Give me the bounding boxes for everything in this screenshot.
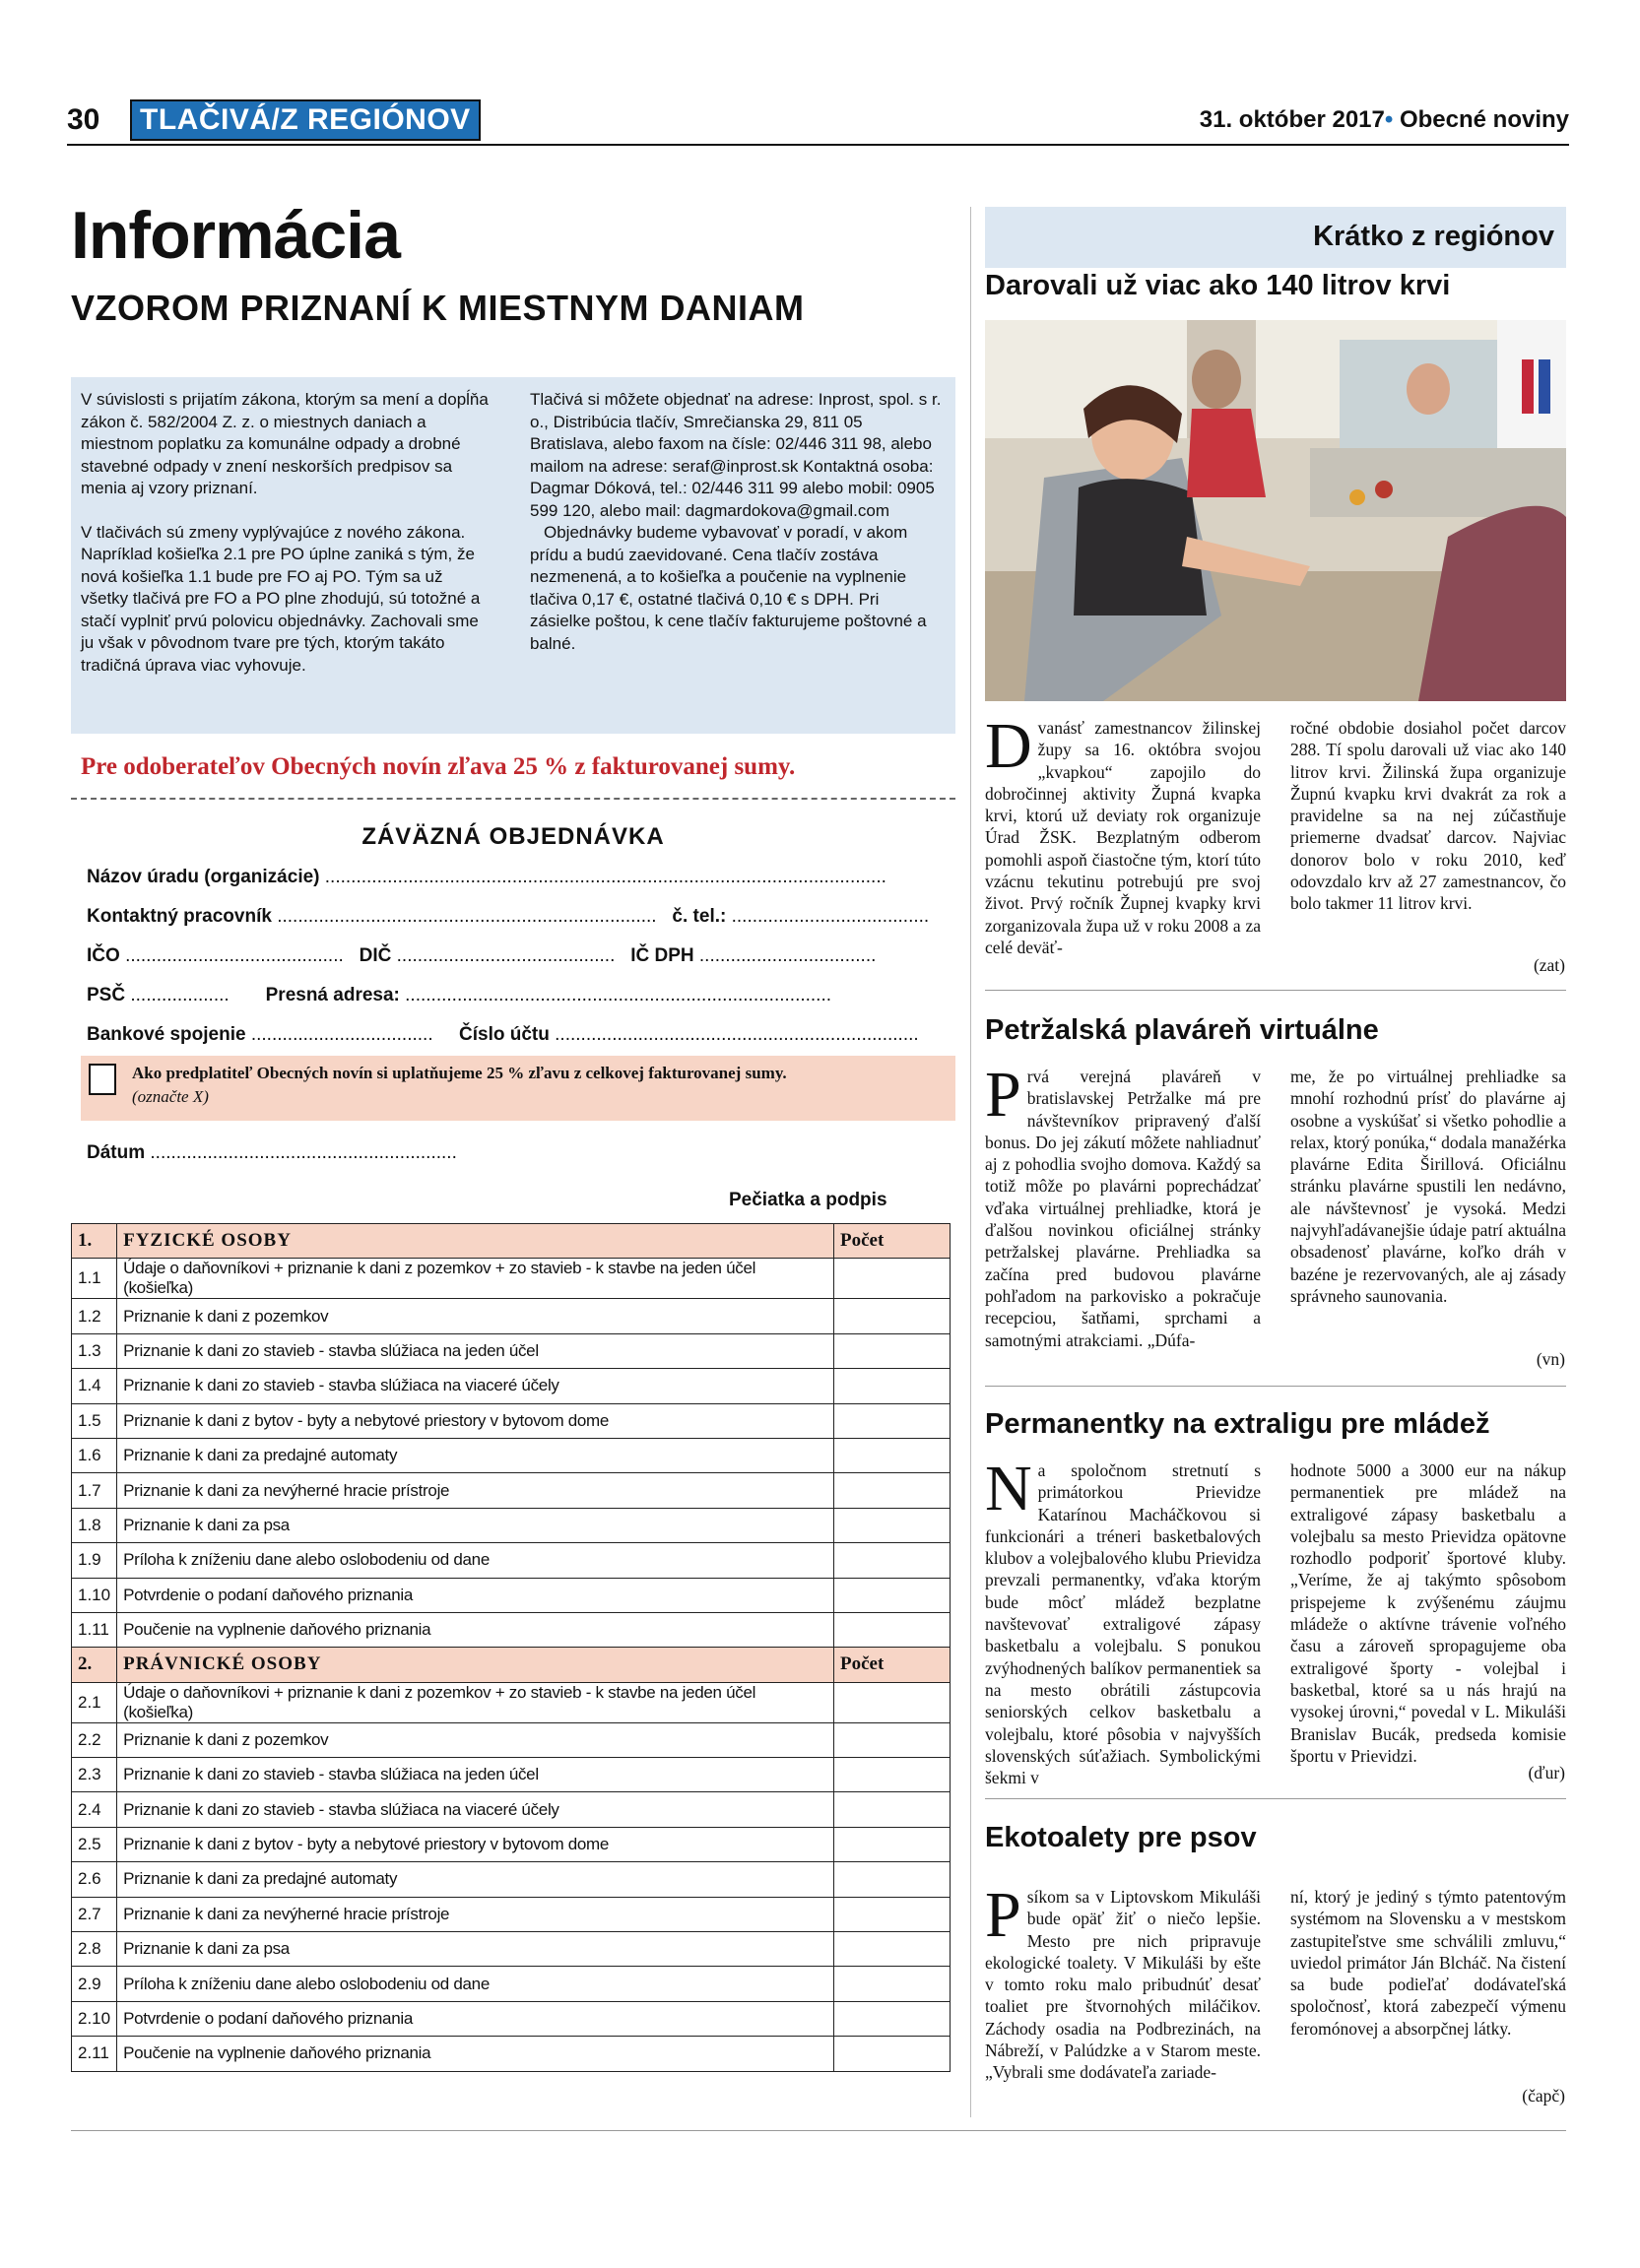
table-section-header [72,1648,951,1682]
blood-donation-photo [985,320,1566,701]
article-col-2: ní, ktorý je jediný s týmto patentovým systémom na Slovensku a v mestskom zastupiteľstve sme schválili zmluvu,“ uviedol primátor Ján Blcháč. Na čistení sa bude podieľať dodávateľská spoločnosť, ktorá zabezpečí výmenu feromónovej a absorpčnej látky. [1290,1887,1566,2039]
item-number: 1.10 [72,1578,117,1612]
count-input[interactable] [834,1897,951,1931]
article-headline: Permanentky na extraligu pre mládež [985,1408,1490,1440]
item-number: 2.5 [72,1827,117,1861]
item-number: 2.1 [72,1682,117,1722]
item-label: Priznanie k dani zo stavieb - stavba slúžiaca na jeden účel [117,1333,834,1368]
page-title: Informácia [71,198,400,273]
drop-cap: N [985,1453,1032,1524]
count-input[interactable] [834,1369,951,1403]
info-left-column [81,389,494,698]
checkbox-hint: (označte X) [132,1087,209,1106]
article-col-1 [985,710,1261,958]
item-label: Poučenie na vyplnenie daňového priznania [117,1612,834,1647]
article-divider [985,990,1566,991]
order-table [71,1223,951,2072]
count-input[interactable] [834,1333,951,1368]
table-row [72,1543,951,1578]
item-label: Priznanie k dani z pozemkov [117,1299,834,1333]
article-signature: (ďur) [1528,1763,1565,1782]
contact-field[interactable]: Kontaktný pracovník ......................................................................... č. tel.: ...................................... [87,906,930,927]
item-number: 2.9 [72,1967,117,2001]
account-label: Číslo účtu [459,1024,550,1045]
table-row [72,1722,951,1757]
item-number: 2.8 [72,1932,117,1967]
count-input[interactable] [834,2001,951,2036]
count-input[interactable] [834,1932,951,1967]
table-row [72,1862,951,1897]
office-label: Názov úradu (organizácie) [87,867,320,887]
item-label: Príloha k zníženiu dane alebo oslobodeniu od dane [117,1967,834,2001]
item-number: 1.9 [72,1543,117,1578]
item-label: Priznanie k dani za predajné automaty [117,1862,834,1897]
table-row [72,1473,951,1508]
page-subtitle: VZOROM PRIZNANÍ K MIESTNYM DANIAM [71,288,805,328]
count-input[interactable] [834,1403,951,1438]
item-number: 2.2 [72,1722,117,1757]
article-col-2: hodnote 5000 a 3000 eur na nákup permanentiek pre mládež na extraligové zápasy basketbalu a volejbalu sa mesto Prievidza opätovne rozhodlo podporiť športové kluby. „Veríme, že aj takýmto spôsobom prispejeme k zvýšenému záujmu mládeže o aktívne trávenie voľného času a zároveň spropagujeme oba extraligové športy - volejbal i basketbal, ktoré sa u nás hrajú na vysokej úrovni,“ povedal v L. Mikuláši Branislav Bucák, predseda komisie športu v Prievidzi. [1290,1460,1566,1766]
table-row [72,1333,951,1368]
ic-dph-label: IČ DPH [630,945,694,966]
item-label: Priznanie k dani z bytov - byty a nebytové priestory v bytovom dome [117,1827,834,1861]
table-row [72,1827,951,1861]
item-number: 1.7 [72,1473,117,1508]
checkbox-text: Ako predplatiteľ Obecných novín si uplatňujeme 25 % zľavu z celkovej fakturovanej sumy. [132,1064,787,1082]
item-label: Priznanie k dani zo stavieb - stavba slúžiaca na viaceré účely [117,1792,834,1827]
issue-date: 31. október 2017 [1199,106,1385,133]
item-number: 1.4 [72,1369,117,1403]
bank-field[interactable]: Bankové spojenie ................................... Číslo účtu ...................................................................... [87,1024,919,1045]
header-rule [67,144,1569,146]
bottom-rule [71,2130,1566,2131]
table-row [72,1758,951,1792]
article-headline: Petržalská plaváreň virtuálne [985,1014,1379,1046]
tax-ids-field[interactable]: IČO .......................................... DIČ .......................................... IČ DPH .................................. [87,945,877,966]
item-number: 1.6 [72,1438,117,1472]
count-input[interactable] [834,1578,951,1612]
article-divider [985,1386,1566,1387]
item-label: Priznanie k dani za psa [117,1932,834,1967]
sidebar-heading-box [985,207,1566,268]
table-row [72,1369,951,1403]
item-label: Priznanie k dani z pozemkov [117,1722,834,1757]
table-section-header [72,1224,951,1259]
stamp-label: Pečiatka a podpis [729,1190,887,1210]
table-row [72,1403,951,1438]
count-input[interactable] [834,1758,951,1792]
info-paragraph: Objednávky budeme vybavovať v poradí, v akom prídu a budú zaevidované. Cena tlačív zostáva nezmenená, a to košieľka a poučenie na vyplnenie tlačiva 0,17 €, ostatné tlačivá 0,10 € s DPH. Pri zásielke poštou, k cene tlačív fakturujeme poštovné a balné. [530,523,927,653]
sidebar-title: Krátko z regiónov [1313,221,1554,252]
count-input[interactable] [834,1508,951,1542]
item-label: Potvrdenie o podaní daňového priznania [117,2001,834,2036]
info-right-column [530,389,944,677]
item-label: Údaje o daňovníkovi + priznanie k dani z pozemkov + zo stavieb - k stavbe na jeden účel (košieľka) [117,1259,834,1299]
section-title: FYZICKÉ OSOBY [117,1224,834,1259]
item-label: Priznanie k dani za nevýherné hracie prístroje [117,1897,834,1931]
item-number: 1.3 [72,1333,117,1368]
info-paragraph: V tlačivách sú zmeny vyplývajúce z nového zákona. Napríklad košieľka 2.1 pre PO úplne zaniká s tým, že nová košieľka 1.1 bude pre FO aj PO. Tým sa už všetky tlačivá pre FO a PO plne zhodujú, sú totožné a stačí vyplniť prvú polovicu objednávky. Zachovali sme ju však v pôvodnom tvare pre tých, ktorým takáto tradičná úprava viac vyhovuje. [81,522,481,675]
phone-label: č. tel.: [672,906,727,927]
column-rule [970,207,971,2117]
article-divider [985,1798,1566,1799]
table-row [72,1967,951,2001]
count-input[interactable] [834,1682,951,1722]
table-row [72,1438,951,1472]
date-label: Dátum [87,1142,146,1163]
item-number: 2.6 [72,1862,117,1897]
table-row [72,1932,951,1967]
bank-label: Bankové spojenie [87,1024,246,1045]
article-col-1 [985,1059,1261,1351]
item-number: 2.3 [72,1758,117,1792]
count-input[interactable] [834,1612,951,1647]
table-row [72,1299,951,1333]
item-label: Priznanie k dani za psa [117,1508,834,1542]
address-field[interactable]: PSČ ................... Presná adresa: .................................................................................. [87,985,832,1005]
address-label: Presná adresa: [265,985,400,1005]
count-input[interactable] [834,1438,951,1472]
article-col-2: me, že po virtuálnej prehliadke sa mnohí rozhodnú prísť do plavárne aj osobne a vyskúšať si všetko pohodlie a relax, ktorý ponúka,“ dodala manažérka plavárne Edita Širillová. Oficiálnu stránku plavárne spustili len nedávno, ale návštevnosť je vysoká. Medzi najvyhľadávanejšie údaje patrí aktuálna obsadenosť plavárne, koľko dráh v bazéne je rezervovaných, ale aj zásady správneho saunovania. [1290,1067,1566,1306]
article-signature: (zat) [1533,955,1565,975]
count-header: Počet [834,1224,951,1259]
article-col-1 [985,1879,1261,2084]
count-input[interactable] [834,1722,951,1757]
office-field[interactable]: Názov úradu (organizácie) ............................................................................................................ [87,867,886,887]
count-input[interactable] [834,1827,951,1861]
count-input[interactable] [834,1473,951,1508]
discount-note: Pre odoberateľov Obecných novín zľava 25 % z fakturovanej sumy. [81,753,796,780]
table-row [72,1612,951,1647]
article-col-1 [985,1453,1261,1788]
item-label: Príloha k zníženiu dane alebo oslobodeniu od dane [117,1543,834,1578]
item-label: Priznanie k dani za predajné automaty [117,1438,834,1472]
drop-cap: P [985,1059,1021,1131]
count-input[interactable] [834,1967,951,2001]
section-label: TLAČIVÁ/Z REGIÓNOV [130,99,481,141]
item-number: 1.2 [72,1299,117,1333]
section-number: 1. [72,1224,117,1259]
item-label: Potvrdenie o podaní daňového priznania [117,1578,834,1612]
count-header: Počet [834,1648,951,1682]
publication-name: Obecné noviny [1399,106,1569,133]
article-text: rvá verejná plaváreň v bratislavskej Petržalke má pre návštevníkov pripravený ďalší bonus. Do jej zákutí môžete nahliadnuť aj z pohodlia svojho domova. Každý sa totiž môže po plavárni poprechádzať vďaka virtuálnej prehliadke, ktorá je ďalšou novinkou oficiálnej stránky petržalskej plavárne. Prehliadka sa začína pred budovou plavárne pohľadom na parkovisko a pokračuje recepciou, šatňami, sprchami a samotnými atrakciami. „Dúfa- [985,1067,1261,1350]
item-number: 2.4 [72,1792,117,1827]
article-col-2: ročné obdobie dosiahol počet darcov 288. Tí spolu darovali už viac ako 140 litrov krvi. Žilinská župa organizuje Župnú kvapku krvi dvakrát za rok a pravidelne sa na nej zúčastňuje priemerne dvadsať darcov. Najviac donorov bolo v roku 2010, keď odovzdalo krv až 27 zamestnancov, čo bolo takmer 11 litrov krvi. [1290,718,1566,914]
psc-label: PSČ [87,985,126,1005]
count-input[interactable] [834,1792,951,1827]
item-label: Údaje o daňovníkovi + priznanie k dani z pozemkov + zo stavieb - k stavbe na jeden účel (košieľka) [117,1682,834,1722]
discount-checkbox[interactable] [89,1064,116,1095]
article-text: vanásť zamestnancov žilinskej župy sa 16. októbra svojou „kvapkou“ zapojilo do dobročinnej aktivity Župná kvapka krvi, ktorú už deviaty rok organizuje Úrad ŽSK. Bezplatným odberom pomohli aspoň čiastočne tým, ktorí túto vzácnu tekutinu potrebujú pre svoj život. Prvý ročník Župnej kvapky krvi zorganizovala župa už v roku 2008 a za celé deväť- [985,718,1261,957]
table-row [72,1508,951,1542]
article-headline: Darovali už viac ako 140 litrov krvi [985,270,1451,301]
cut-line [71,798,955,800]
count-input[interactable] [834,1299,951,1333]
date-field[interactable]: Dátum ........................................................... [87,1142,457,1163]
order-form-title: ZÁVÄZNÁ OBJEDNÁVKA [361,823,665,850]
table-row [72,1792,951,1827]
item-label: Priznanie k dani za nevýherné hracie prístroje [117,1473,834,1508]
count-input[interactable] [834,1862,951,1897]
count-input[interactable] [834,2037,951,2071]
section-number: 2. [72,1648,117,1682]
count-input[interactable] [834,1259,951,1299]
table-row [72,1259,951,1299]
item-number: 2.10 [72,2001,117,2036]
item-label: Priznanie k dani zo stavieb - stavba slúžiaca na viaceré účely [117,1369,834,1403]
item-number: 1.5 [72,1403,117,1438]
dic-label: DIČ [359,945,392,966]
table-row [72,1578,951,1612]
item-label: Priznanie k dani z bytov - byty a nebytové priestory v bytovom dome [117,1403,834,1438]
article-signature: (čapč) [1522,2086,1565,2106]
item-label: Priznanie k dani zo stavieb - stavba slúžiaca na jeden účel [117,1758,834,1792]
page-number: 30 [67,103,100,136]
info-paragraph: V súvislosti s prijatím zákona, ktorým sa mení a dopĺňa zákon č. 582/2004 Z. z. o miestnych daniach a miestnom poplatku za komunálne odpady a drobné stavebné odpady v znení neskorších predpisov sa menia aj vzory priznaní. [81,390,489,497]
article-headline: Ekotoalety pre psov [985,1822,1257,1853]
discount-checkbox-row [81,1056,955,1121]
info-box [71,377,955,734]
item-number: 1.11 [72,1612,117,1647]
table-row [72,1682,951,1722]
article-text: síkom sa v Liptovskom Mikuláši bude opäť žiť o niečo lepšie. Mesto pre nich pripravuje ekologické toalety. V Mikuláši by ešte v tomto roku malo pribudnúť desať toaliet pre štvornohých miláčikov. Záchody osadia na Podbrezinách, na Nábreží, v Palúdzke a v Starom meste. „Vybrali sme dodávateľa zariade- [985,1887,1261,2083]
item-number: 2.7 [72,1897,117,1931]
table-row [72,2001,951,2036]
separator-dot: • [1384,106,1394,133]
table-row [72,1897,951,1931]
article-text: a spoločnom stretnutí s primátorkou Prievidze Katarínou Macháčkovou si funkcionári a tréneri basketbalových klubov a volejbalového klubu Prievidza prevzali permanentky, vďaka ktorým bude môcť mládež bezplatne navštevovať extraligové zápasy basketbalu a volejbalu. S ponukou zvýhodnených balíkov permanentiek sa na mesto obrátili zástupcovia seniorských celkov basketbalu a volejbalu, ktoré pôsobia v najvyšších slovenských súťažiach. Symbolickými šekmi v [985,1460,1261,1788]
item-label: Poučenie na vyplnenie daňového priznania [117,2037,834,2071]
drop-cap: P [985,1879,1021,1951]
table-row [72,2037,951,2071]
article-signature: (vn) [1536,1349,1565,1369]
item-number: 1.8 [72,1508,117,1542]
contact-label: Kontaktný pracovník [87,906,272,927]
item-number: 1.1 [72,1259,117,1299]
section-title: PRÁVNICKÉ OSOBY [117,1648,834,1682]
item-number: 2.11 [72,2037,117,2071]
ico-label: IČO [87,945,120,966]
issue-info [1200,106,1569,134]
count-input[interactable] [834,1543,951,1578]
drop-cap: D [985,710,1032,782]
info-paragraph: Tlačivá si môžete objednať na adrese: Inprost, spol. s r. o., Distribúcia tlačív, Smrečianska 29, 811 05 Bratislava, alebo faxom na čísle: 02/446 311 98, alebo mailom na adrese: seraf@inprost.sk Kontaktná osoba: Dagmar Dóková, tel.: 02/446 311 99 alebo mobil: 0905 599 120, alebo mail: dagmardokova@gmail.com [530,390,942,520]
